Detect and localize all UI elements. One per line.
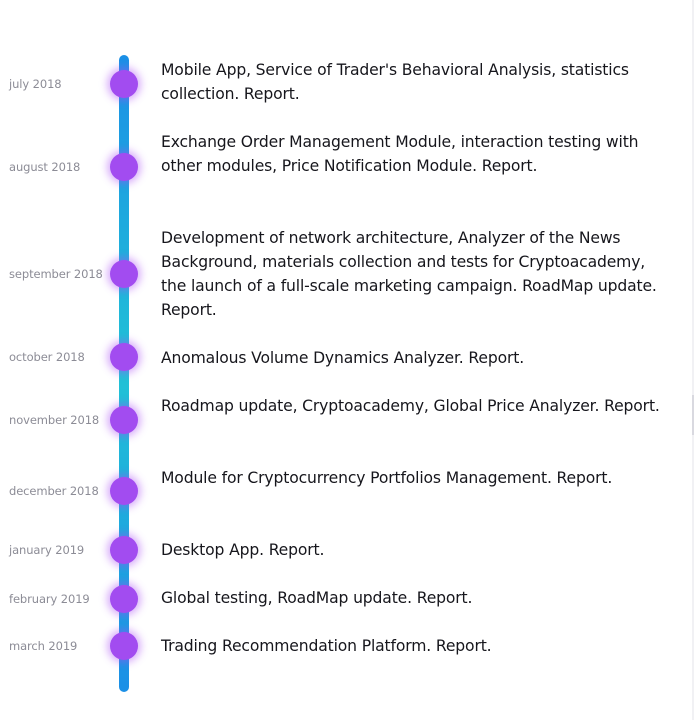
- milestone-dot-icon: [110, 632, 138, 660]
- milestone-dot-icon: [110, 536, 138, 564]
- timeline-date: august 2018: [9, 160, 81, 174]
- milestone-dot-icon: [110, 585, 138, 613]
- timeline-description: Anomalous Volume Dynamics Analyzer. Report.: [161, 349, 525, 367]
- timeline-description: Desktop App. Report.: [161, 541, 325, 559]
- milestone-dot-icon: [110, 153, 138, 181]
- timeline-description: Trading Recommendation Platform. Report.: [161, 637, 492, 655]
- milestone-dot-icon: [110, 477, 138, 505]
- timeline-description: Module for Cryptocurrency Portfolios Management. Report.: [161, 469, 613, 487]
- timeline-date: october 2018: [9, 350, 85, 364]
- milestone-dot-icon: [110, 406, 138, 434]
- timeline-date: november 2018: [9, 413, 100, 427]
- timeline-date: september 2018: [9, 267, 103, 281]
- timeline-description: Global testing, RoadMap update. Report.: [161, 589, 473, 607]
- milestone-dot-icon: [110, 260, 138, 288]
- timeline-date: january 2019: [9, 543, 85, 557]
- timeline-description: Development of network architecture, Analyzer of the News Background, materials collection and tests for Cryptoacademy, the launch of a full-scale marketing campaign. RoadMap update. Report.: [161, 229, 657, 319]
- milestone-dot-icon: [110, 70, 138, 98]
- timeline-description: Exchange Order Management Module, interaction testing with other modules, Price Notification Module. Report.: [161, 133, 639, 175]
- timeline-date: july 2018: [9, 77, 62, 91]
- timeline-description: Roadmap update, Cryptoacademy, Global Price Analyzer. Report.: [161, 397, 660, 415]
- timeline-date: february 2019: [9, 592, 90, 606]
- milestone-dot-icon: [110, 343, 138, 371]
- timeline-date: december 2018: [9, 484, 99, 498]
- timeline-description: Mobile App, Service of Trader's Behavioral Analysis, statistics collection. Report.: [161, 61, 629, 103]
- timeline-date: march 2019: [9, 639, 78, 653]
